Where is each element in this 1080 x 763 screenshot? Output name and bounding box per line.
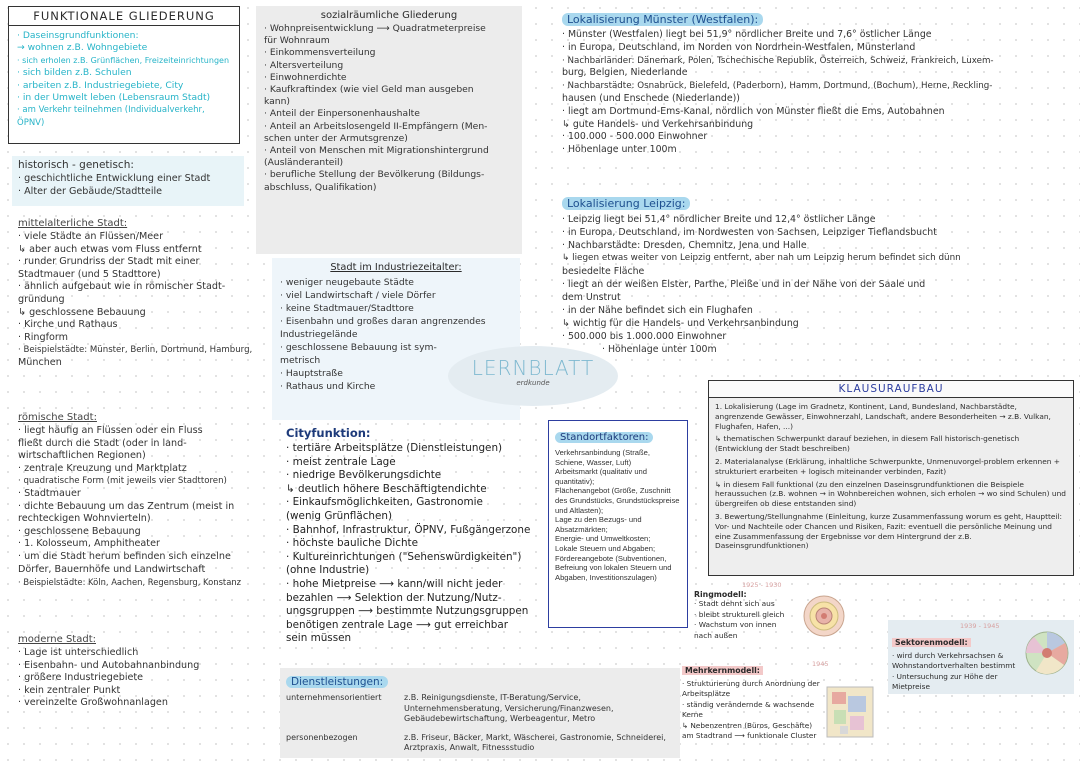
sozial-item: · Einwohnerdichte — [264, 71, 347, 83]
city-item: · tertiäre Arbeitsplätze (Dienstleistungen) — [286, 442, 503, 454]
moderne-item: · größere Industriegebiete — [18, 672, 144, 684]
dienst-row-text: z.B. Friseur, Bäcker, Markt, Wäscherei, Gastronomie, Schneiderei, Arztpraxis, Anwalt, Fitnessstudio — [404, 732, 666, 752]
lernblatt-sub: erdkunde — [516, 379, 550, 387]
sozial-item: · Anteil an Arbeitslosengeld II-Empfängern (Men- — [264, 120, 488, 132]
industrie-item: · keine Stadtmauer/Stadttore — [280, 303, 414, 314]
muenster-item: · Höhenlage unter 100m — [562, 144, 677, 156]
city-item: bezahlen ⟶ Selektion der Nutzung/Nutz- — [286, 591, 502, 604]
city-item: · meist zentrale Lage — [286, 455, 396, 468]
roemisch-item: rechteckigen Wohnvierteln) — [18, 513, 151, 525]
mehrkern-title-text: Mehrkernmodell: — [682, 666, 763, 675]
roemisch-item: · dichte Bebauung um das Zentrum (meist in — [18, 500, 235, 512]
city-item: ↳ deutlich höhere Beschäftigtendichte — [286, 482, 487, 495]
klausur-panel — [708, 380, 1074, 576]
moderne-title: moderne Stadt: — [18, 634, 96, 645]
mittelalter-item: München — [18, 356, 62, 368]
mehrkern-item: ↳ Nebenzentren (Büros, Geschäfte) am Stadtrand ⟶ funktionale Cluster — [682, 720, 817, 741]
mehrkern-title — [682, 658, 874, 677]
standort-panel — [548, 420, 688, 628]
funktionale-item: · Daseinsgrundfunktionen: — [17, 30, 139, 41]
dienst-row-label: unternehmensorientiert — [286, 693, 382, 702]
roemisch-item: wirtschaftlichen Regionen) — [18, 450, 146, 462]
city-item: · Einkaufsmöglichkeiten, Gastronomie — [286, 496, 483, 509]
roemisch-item: · 1. Kolosseum, Amphitheater — [18, 538, 160, 550]
muenster-title — [562, 8, 1072, 27]
roemisch-item: Dörfer, Bauernhöfe und Landwirtschaft — [18, 563, 206, 575]
roemisch-title: römische Stadt: — [18, 412, 97, 423]
leipzig-panel — [558, 190, 1076, 370]
industrie-item: Industriegelände — [280, 329, 358, 340]
mittelalter-item: · Beispielstädte: Münster, Berlin, Dortmund, Hamburg, — [18, 345, 253, 356]
sektor-years: 1939 - 1945 — [960, 622, 1000, 630]
muenster-item: burg, Belgien, Niederlande — [562, 67, 688, 79]
mittelalter-item: ↳ aber auch etwas vom Fluss entfernt — [18, 243, 202, 255]
funktionale-item: · arbeiten z.B. Industriegebiete, City — [17, 79, 184, 91]
roemisch-item: · liegt häufig an Flüssen oder ein Fluss — [18, 425, 203, 436]
mittelalter-item: · viele Städte an Flüssen/Meer — [18, 231, 164, 242]
mittelalter-item: gründung — [18, 293, 65, 305]
standort-item: Verkehrsanbindung (Straße, Schiene, Wasser, Luft) — [555, 448, 650, 467]
moderne-item: · kein zentraler Punkt — [18, 684, 121, 696]
sektor-item: · Untersuchung zur Höhe der Mietpreise — [892, 671, 998, 692]
muenster-item: · Nachbarländer: Dänemark, Polen, Tschechische Republik, Österreich, Schweiz, Frankreich, Luxem- — [562, 55, 994, 66]
dienst-title — [286, 670, 674, 689]
mittelalter-item: · Kirche und Rathaus — [18, 319, 118, 331]
dienst-row — [286, 733, 674, 754]
leipzig-item: · in der Nähe befindet sich ein Flughafen — [562, 305, 753, 316]
industrie-item: · geschlossene Bebauung ist sym- — [280, 342, 437, 353]
muenster-item: hausen (und Enschede (Niederlande)) — [562, 92, 740, 104]
klausur-item: ↳ thematischen Schwerpunkt darauf beziehen, in diesem Fall historisch-genetisch (Entwicklung der Stadt beschreiben) — [715, 434, 1020, 454]
roemisch-item: · quadratische Form (mit jeweils vier Stadttoren) — [18, 476, 227, 487]
city-item: · Kultureinrichtungen ("Sehenswürdigkeiten") — [286, 550, 522, 563]
funktionale-list — [17, 30, 231, 129]
klausur-item: 1. Lokalisierung (Lage im Gradnetz, Kontinent, Land, Bundesland, Nachbarstädte, angrenzende Gewässer, Einwohnerzahl, Landschaft, andere Besonderheiten → z.B. Vulkan, Flughafen, Hafen, ...) — [715, 402, 1051, 431]
funktionale-item: → wohnen z.B. Wohngebiete — [17, 42, 148, 54]
mehrkern-item: · ständig verändernde & wachsende Kerne — [682, 699, 815, 720]
muenster-item: ↳ gute Handels- und Verkehrsanbindung — [562, 118, 754, 130]
muenster-panel — [558, 6, 1076, 178]
city-panel — [280, 424, 552, 668]
historisch-item: · Alter der Gebäude/Stadtteile — [18, 185, 163, 197]
roemisch-item: · um die Stadt herum befinden sich einzelne — [18, 550, 231, 562]
klausur-item: 3. Bewertung/Stellungnahme (Einleitung, kurze Zusammenfassung worum es geht, Hauptteil: Vor- und Nachteile oder Chancen und Risiken, Fazit: eventuell die persönliche Meinung und eine Zusammenfassung der Ergebnisse vor dem Hintergrund der z.B. Daseinsgrundfunktionen) — [715, 511, 1063, 551]
sozial-item: abschluss, Qualifikation) — [264, 181, 377, 193]
standort-item: Flächenangebot (Größe, Zuschnitt des Grundstücks, Grundstückspreise und Altlasten); — [555, 486, 680, 515]
roemisch-panel — [12, 410, 274, 628]
roemisch-item: · zentrale Kreuzung und Marktplatz — [18, 462, 187, 474]
klausur-title: KLAUSURAUFBAU — [709, 381, 1073, 398]
city-item: sein müssen — [286, 632, 352, 645]
city-item: · niedrige Bevölkerungsdichte — [286, 469, 442, 482]
industrie-item: · Eisenbahn und großes daran angrenzendes — [280, 316, 486, 327]
historisch-panel — [12, 156, 244, 206]
standort-title-text: Standortfaktoren: — [555, 432, 653, 443]
leipzig-item: ↳ liegen etwas weiter von Leipzig entfernt, aber nah um Leipzig herum befindet sich dünn — [562, 253, 961, 263]
standort-title — [555, 425, 681, 444]
mittelalter-panel — [12, 216, 267, 406]
funktionale-item: · in der Umwelt leben (Lebensraum Stadt) — [17, 92, 211, 104]
sektor-title-text: Sektorenmodell: — [892, 638, 971, 647]
historisch-title: historisch - genetisch: — [18, 159, 134, 171]
muenster-item: · Münster (Westfalen) liegt bei 51,9° nördlicher Breite und 7,6° östlicher Länge — [562, 29, 932, 40]
historisch-item: · geschichtliche Entwicklung einer Stadt — [18, 173, 211, 184]
funktionale-gliederung-panel — [8, 6, 240, 144]
leipzig-item: ↳ wichtig für die Handels- und Verkehrsanbindung — [562, 318, 799, 329]
leipzig-item: besiedelte Fläche — [562, 266, 645, 277]
leipzig-title-text: Lokalisierung Leipzig: — [562, 197, 690, 210]
moderne-item: · vereinzelte Großwohnanlagen — [18, 697, 168, 709]
mehrkern-model-diagram — [826, 686, 874, 738]
city-item: · höchste bauliche Dichte — [286, 537, 418, 550]
roemisch-item: · Stadtmauer — [18, 487, 81, 499]
mittelalter-item: · Ringform — [18, 331, 68, 343]
dienst-row-text: z.B. Reinigungsdienste, IT-Beratung/Service, Unternehmensberatung, Versicherung/Finanzwesen, Gebäudebewirtschaftung, Werbeagentur, Metro — [404, 693, 614, 723]
mittelalter-item: ↳ geschlossene Bebauung — [18, 306, 146, 318]
dienst-panel — [280, 668, 680, 758]
city-item: (ohne Industrie) — [286, 564, 370, 577]
sozial-item: · Wohnpreisentwicklung ⟶ Quadratmeterpreise — [264, 23, 486, 34]
lernblatt-logo — [448, 346, 618, 406]
funktionale-title: FUNKTIONALE GLIEDERUNG — [9, 7, 239, 26]
moderne-panel — [12, 632, 267, 727]
leipzig-item: dem Unstrut — [562, 292, 621, 303]
city-item: ungsgruppen ⟶ bestimmte Nutzungsgruppen — [286, 605, 529, 618]
funktionale-item: · am Verkehr teilnehmen (Individualverkehr, ÖPNV) — [17, 105, 205, 128]
industrie-item: metrisch — [280, 355, 321, 366]
sektor-panel — [888, 620, 1074, 694]
leipzig-item: · Nachbarstädte: Dresden, Chemnitz, Jena und Halle — [562, 240, 807, 251]
roemisch-item: fließt durch die Stadt (oder in land- — [18, 437, 187, 449]
sozial-item: · berufliche Stellung der Bevölkerung (Bildungs- — [264, 169, 485, 181]
industrie-item: · viel Landwirtschaft / viele Dörfer — [280, 290, 436, 301]
sektor-item: · wird durch Verkehrsachsen & Wohnstandortverhalten bestimmt — [892, 651, 1016, 671]
ring-model-diagram — [802, 594, 846, 638]
city-title: Cityfunktion: — [286, 426, 371, 440]
mittelalter-item: · runder Grundriss der Stadt mit einer — [18, 256, 200, 268]
ring-item: · Wachstum von innen nach außen — [694, 620, 777, 640]
mehrkern-item: · Strukturierung durch Anordnung der Arbeitsplätze — [682, 679, 820, 699]
leipzig-title — [562, 192, 1072, 211]
standort-item: Lokale Steuern und Abgaben; — [555, 543, 656, 553]
ring-item: · bleibt strukturell gleich — [694, 609, 785, 619]
leipzig-item: · Höhenlage unter 100m — [602, 344, 717, 355]
roemisch-item: · geschlossene Bebauung — [18, 525, 141, 537]
mittelalter-item: Stadtmauer (und 5 Stadttore) — [18, 268, 161, 280]
dienst-row — [286, 693, 674, 725]
muenster-item: · 100.000 - 500.000 Einwohner — [562, 131, 708, 143]
mittelalter-title: mittelalterliche Stadt: — [18, 218, 128, 229]
ring-panel — [690, 580, 856, 654]
muenster-item: · in Europa, Deutschland, im Norden von Nordrhein-Westfalen, Münsterland — [562, 41, 916, 53]
funktionale-item: · sich erholen z.B. Grünflächen, Freizeiteinrichtungen — [17, 55, 230, 65]
mehrkern-years: 1945 — [812, 660, 829, 668]
ring-years: 1925 - 1930 — [742, 581, 782, 589]
moderne-item: · Lage ist unterschiedlich — [18, 647, 139, 658]
klausur-item: ↳ in diesem Fall funktional (zu den einzelnen Daseinsgrundfunktionen die Beispiele heraussuchen (z.B. wohnen → in Wohnbereichen wohnen, sich erholen → wo sind Schulen) und übergreifen ob diese entstanden sind) — [715, 479, 1066, 509]
city-item: · hohe Mietpreise ⟶ kann/will nicht jeder — [286, 577, 503, 590]
sozial-title: sozialräumliche Gliederung — [320, 10, 458, 21]
mehrkern-panel — [678, 656, 878, 760]
leipzig-item: · liegt an der weißen Elster, Parthe, Pleiße und in der Nähe von der Saale und — [562, 279, 926, 290]
industrie-title: Stadt im Industriezeitalter: — [330, 262, 462, 273]
muenster-item: · Nachbarstädte: Osnabrück, Bielefeld, (Paderborn), Hamm, Dortmund, (Bochum), Herne, Reckling- — [562, 81, 993, 92]
sozial-item: · Kaufkraftindex (wie viel Geld man ausgeben — [264, 84, 474, 96]
industrie-item: · weniger neugebaute Städte — [280, 277, 414, 288]
klausur-item: 2. Materialanalyse (Erklärung, inhaltliche Schwerpunkte, Unmenuvorgel-problem erkennen + strukturiert erarbeiten + logisch miteinander verbinden, Fazit) — [715, 456, 1060, 476]
muenster-item: · liegt am Dortmund-Ems-Kanal, nördlich von Münster fließt die Ems, Autobahnen — [562, 105, 945, 117]
sozial-item: für Wohnraum — [264, 35, 330, 47]
sozial-item: kann) — [264, 96, 291, 108]
industrie-item: · Hauptstraße — [280, 368, 343, 379]
ring-title: Ringmodell: — [694, 590, 747, 599]
standort-item: Arbeitsmarkt (qualitativ und quantitativ); — [555, 467, 648, 486]
funktionale-item: · sich bilden z.B. Schulen — [17, 67, 132, 79]
sozial-panel — [256, 6, 522, 254]
sozial-item: (Ausländeranteil) — [264, 157, 344, 169]
standort-item: Lage zu den Bezugs- und Absatzmärkten; — [555, 515, 642, 534]
leipzig-item: · Leipzig liegt bei 51,4° nördlicher Breite und 12,4° östlicher Länge — [562, 214, 876, 225]
lernblatt-title: LERNBLATT — [471, 356, 595, 380]
moderne-item: · Eisenbahn- und Autobahnanbindung — [18, 659, 200, 671]
leipzig-item: · in Europa, Deutschland, im Nordwesten von Sachsen, Leipziger Tieflandsbucht — [562, 227, 937, 238]
city-item: benötigen zentrale Lage ⟶ gut erreichbar — [286, 618, 509, 631]
mittelalter-item: · ähnlich aufgebaut wie in römischer Stadt- — [18, 281, 226, 293]
sozial-item: · Anteil der Einpersonenhaushalte — [264, 108, 420, 120]
industrie-item: · Rathaus und Kirche — [280, 381, 376, 392]
sozial-item: · Altersverteilung — [264, 59, 344, 71]
dienst-row-label: personenbezogen — [286, 732, 358, 742]
sozial-item: · Anteil von Menschen mit Migrationshintergrund — [264, 145, 489, 157]
sozial-item: schen unter der Armutsgrenze) — [264, 132, 408, 144]
dienst-title-text: Dienstleistungen: — [286, 676, 388, 688]
city-item: (wenig Grünflächen) — [286, 509, 393, 522]
ring-item: · Stadt dehnt sich aus — [694, 599, 775, 608]
sektor-model-diagram — [1024, 630, 1070, 676]
standort-item: Fördereangebote (Subventionen, Befreiung von lokalen Steuern und Abgaben, Investitionszulagen) — [555, 553, 672, 582]
leipzig-item: · 500.000 bis 1.000.000 Einwohner — [562, 331, 727, 342]
standort-item: Energie- und Umweltkosten; — [555, 534, 651, 544]
city-item: · Bahnhof, Infrastruktur, ÖPNV, Fußgängerzone — [286, 523, 531, 536]
roemisch-item: · Beispielstädte: Köln, Aachen, Regensburg, Konstanz — [18, 577, 242, 588]
sozial-item: · Einkommensverteilung — [264, 47, 376, 59]
muenster-title-text: Lokalisierung Münster (Westfalen): — [562, 13, 763, 26]
